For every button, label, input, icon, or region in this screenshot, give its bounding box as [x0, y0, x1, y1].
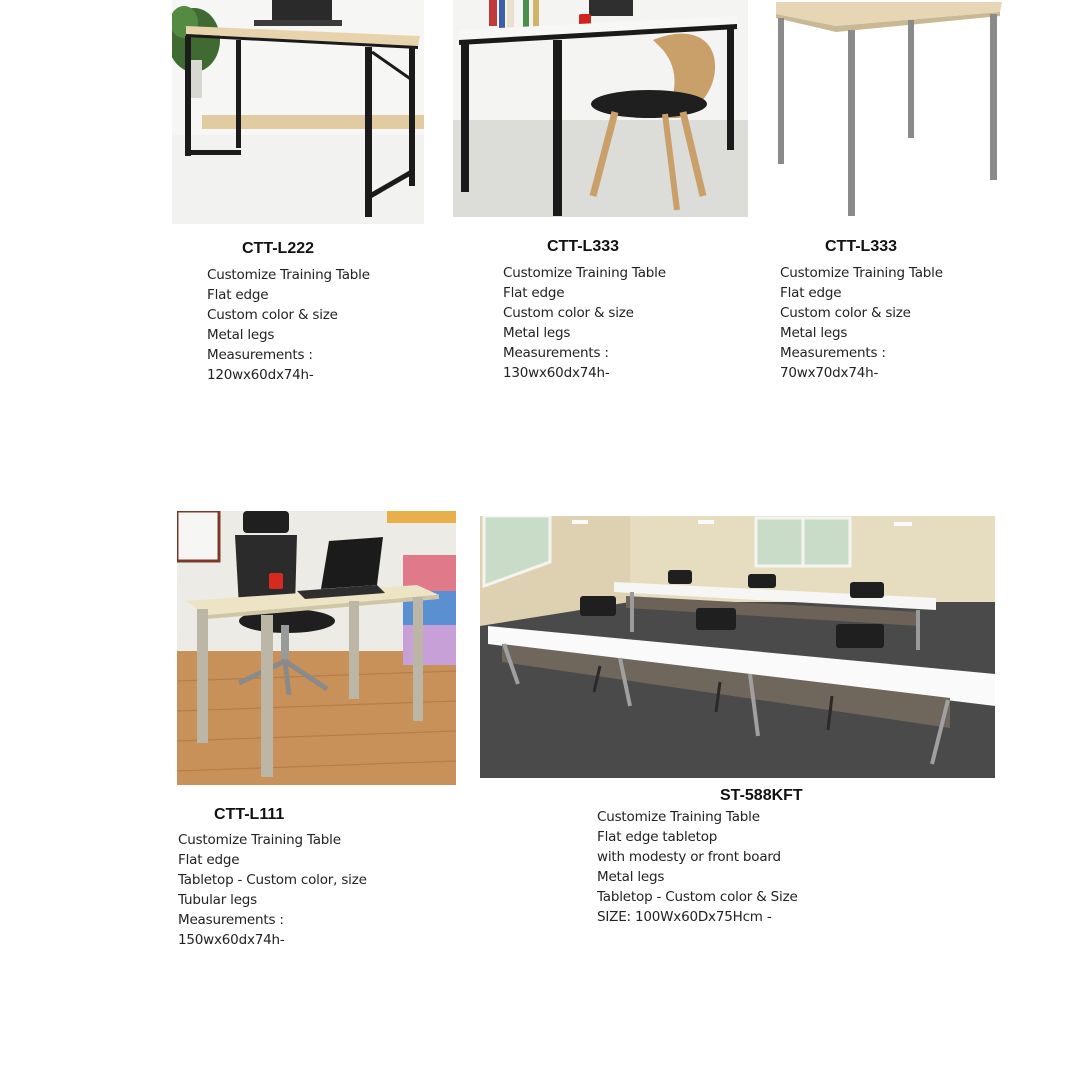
spec-line: Metal legs [780, 325, 848, 341]
product-photo-ctt-l111 [177, 511, 456, 785]
spec-line: Flat edge tabletop [597, 829, 718, 845]
spec-line: Customize Training Table [503, 265, 666, 281]
spec-line: Customize Training Table [780, 265, 943, 281]
spec-line: Metal legs [207, 327, 275, 343]
product-model-label: ST-588KFT [720, 787, 803, 804]
product-photo-st-588kft [480, 516, 995, 778]
spec-line: Measurements : [178, 912, 284, 928]
spec-line: Measurements : [503, 345, 609, 361]
product-photo-ctt-l222 [172, 0, 424, 224]
spec-line: 150wx60dx74h- [178, 932, 285, 948]
product-photo-ctt-l333-b [772, 0, 1004, 222]
spec-line: Measurements : [780, 345, 886, 361]
product-spec-list [503, 263, 666, 383]
spec-line: Custom color & size [207, 307, 338, 323]
spec-line: Customize Training Table [207, 267, 370, 283]
spec-line: Tabletop - Custom color & Size [597, 889, 798, 905]
product-spec-list [780, 263, 943, 383]
table-photo-grey-legs-square-top [772, 0, 1004, 222]
spec-line: Measurements : [207, 347, 313, 363]
product-spec-list [597, 807, 798, 927]
desk-photo-tubular-legs-office [177, 511, 456, 785]
spec-line: Metal legs [503, 325, 571, 341]
spec-line: 130wx60dx74h- [503, 365, 610, 381]
spec-line: Customize Training Table [178, 832, 341, 848]
product-spec-list [207, 265, 370, 385]
product-photo-ctt-l333-a [453, 0, 748, 217]
product-model-label: CTT-L111 [214, 806, 285, 823]
product-spec-list [178, 830, 367, 950]
spec-line: Tubular legs [178, 892, 258, 908]
product-model-label: CTT-L333 [547, 238, 620, 255]
training-room-photo [480, 516, 995, 778]
spec-line: with modesty or front board [597, 849, 781, 865]
product-model-label: CTT-L222 [242, 240, 315, 257]
spec-line: Custom color & size [780, 305, 911, 321]
desk-photo-black-frame-white-top [453, 0, 748, 217]
desk-photo-black-frame-oak-top [172, 0, 424, 224]
spec-line: 70wx70dx74h- [780, 365, 879, 381]
spec-line: Flat edge [207, 287, 269, 303]
spec-line: SIZE: 100Wx60Dx75Hcm - [597, 909, 772, 925]
product-model-label: CTT-L333 [825, 238, 898, 255]
spec-line: Flat edge [780, 285, 842, 301]
spec-line: Flat edge [503, 285, 565, 301]
spec-line: Metal legs [597, 869, 665, 885]
spec-line: Tabletop - Custom color, size [178, 872, 367, 888]
spec-line: Custom color & size [503, 305, 634, 321]
spec-line: Flat edge [178, 852, 240, 868]
spec-line: 120wx60dx74h- [207, 367, 314, 383]
spec-line: Customize Training Table [597, 809, 760, 825]
